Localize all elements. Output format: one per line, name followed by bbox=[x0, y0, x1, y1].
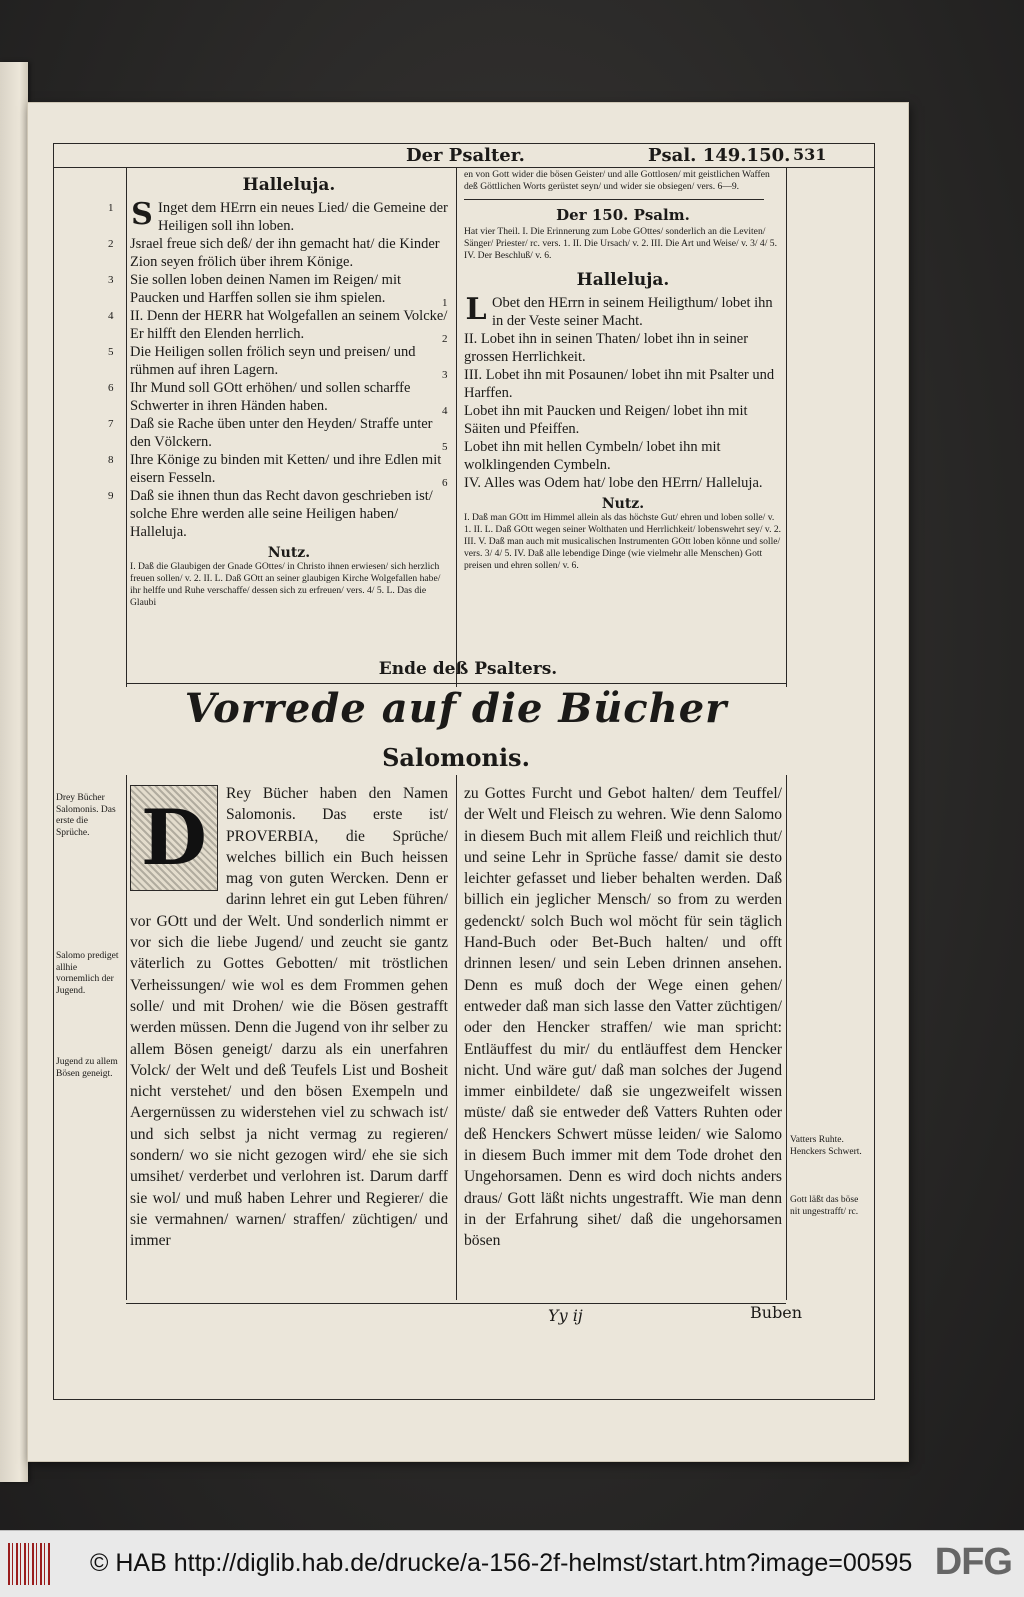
psalm149-verse-4: II. Denn der HERR hat Wolgefallen an seinem Volcke/ Er hilfft den Elenden herrlich. bbox=[130, 308, 448, 342]
hab-barcode-icon bbox=[8, 1543, 50, 1585]
ornate-initial-d: D bbox=[130, 785, 218, 891]
signature-mark: Yy ij bbox=[548, 1306, 583, 1325]
end-of-psalter: Ende deß Psalters. bbox=[378, 659, 558, 679]
margin-note-jugend: Salomo prediget allhie vornemlich der Jugend. bbox=[56, 951, 119, 996]
left-halleluja-heading: Halleluja. bbox=[242, 175, 336, 195]
right-halleluja-heading: Halleluja. bbox=[576, 270, 670, 290]
psalm149-verse-1: Inget dem HErrn ein neues Lied/ die Gemeine der Heiligen soll ihn loben. bbox=[158, 200, 448, 234]
previous-page-edge bbox=[0, 62, 28, 1482]
psalm149-verse-9: Daß sie ihnen thun das Recht davon geschrieben ist/ solche Ehre werden alle seine Heiligen haben/ Halleluja. bbox=[130, 488, 433, 540]
psalm150-verse-4: Lobet ihn mit Paucken und Reigen/ lobet ihn mit Säiten und Pfeiffen. bbox=[464, 403, 748, 437]
catchword: Buben bbox=[750, 1303, 803, 1322]
footer-credit-url[interactable]: © HAB http://diglib.hab.de/drucke/a-156-2f-helmst/start.htm?image=00595 bbox=[90, 1549, 913, 1577]
center-column-rule bbox=[456, 167, 457, 687]
psalm150-heading: Der 150. Psalm. bbox=[556, 206, 690, 224]
right-psalm-column: en von Gott wider die bösen Geister/ und alle Gottlosen/ mit geistlichen Waffen deß Göttlichen Worts gerüstet seyn/ und wider sie obsiegen/ vers. 6—9. Der 150. Psalm. Hat vier Theil. I. Die Erinnerung zum Lobe GOttes/ sonderlich an die Leviten/ Sänger/ Priester/ rc. vers. 1. II. Die Ursach/ v. 2. III. Die Art und Weise/ v. 3/ 4/ 5. IV. Der Beschluß/ v. 6. Halleluja. 1 L Obet den HErrn in seinem Heiligthum/ lobet ihn in der Veste seiner Macht. 2 II. Lobet ihn in seinen Thaten/ lobet ihn in seiner grossen Herrlichkeit. 3 III. Lobet ihn mit Posaunen/ lobet ihn mit Psalter und Harffen. 4 Lobet ihn mit Paucken und Reigen/ lobet ihn mit Säiten und Pfeiffen. 5 Lobet ihn mit hellen Cymbeln/ lobet ihn mit wolklingenden Cymbeln. 6 IV. Alles was Odem hat/ lobe den HErrn/ Halleluja. Nutz. I. Daß man GOtt im Himmel allein als das höchste Gut/ ehren und loben solle/ v. 1. II. L. Daß GOtt wegen seiner Wolthaten und Herrlichkeit/ lobenswehrt sey/ v. 2. III. V. Daß man auch mit musicalischen Instrumenten GOtt loben könne und solle/ vers. 3/ 4/ 5. IV. Daß alle lebendige Dinge (wie vielmehr alle Menschen) Gott preisen und ehren sollen/ v. 6. bbox=[442, 169, 782, 571]
left-nutz-heading: Nutz. bbox=[267, 545, 311, 561]
psalm149-verse-5: Die Heiligen sollen frölich seyn und preisen/ und rühmen auf ihren Lagern. bbox=[130, 344, 416, 378]
right-nutz-text: I. Daß man GOtt im Himmel allein als das höchste Gut/ ehren und loben solle/ v. 1. II. L. Daß GOtt wegen seiner Wolthaten und Herrlichkeit/ lobenswehrt sey/ v. 2. III. V. Daß man auch mit musicalischen Instrumenten GOtt loben könne und solle/ vers. 3/ 4/ 5. IV. Daß alle lebendige Dinge (wie vielmehr alle Menschen) Gott preisen und ehren sollen/ v. 6. bbox=[464, 512, 782, 571]
preface-right-text: zu Gottes Furcht und Gebot halten/ dem Teuffel/ der Welt und Fleisch zu wehren. Wie denn Salomo in diesem Buch mit allem Fleiß und reichlich thut/ und seine Lehr in Sprüche fasse/ damit sie desto leichter gefasset und lieber behalten werden. Daß billich ein jeglicher Mensch/ so from zu werden gedenckt/ solch Buch wol möcht für sein täglich Hand-Buch oder Bet-Buch halten/ und offt drinnen lesen/ und sein Leben drinnen ansehen. Denn es muß doch der Wege einen gehen/ entweder daß man sich lasse den Vatter züchtigen/ oder den Hencker straffen/ wie man spricht: Entläuffest du mir/ du entläuffest dem Hencker nicht. Und wäre gut/ daß man solches der Jugend immer einbildete/ daß sie ungezweifelt wissen müste/ daß sie entweder deß Vatters Ruhten oder deß Henckers Schwert müsse leiden/ wie Salomo in diesem Buch immer mit dem Tode drohet den Ungehorsamen. Denn es wird doch nichts anders draus/ Gott läßt nichts ungestrafft. Wie man denn in der Erfahrung sihet/ daß die ungehorsamen bösen bbox=[464, 785, 782, 1250]
psalm150-verse-3: III. Lobet ihn mit Posaunen/ lobet ihn mit Psalter und Harffen. bbox=[464, 367, 775, 401]
running-head-psalms: Psal. 149.150. bbox=[648, 145, 791, 166]
psalm149-verse-8: Ihre Könige zu binden mit Ketten/ und ihre Edlen mit eisern Fesseln. bbox=[130, 452, 442, 486]
page-number: 531 bbox=[793, 145, 827, 164]
psalm150-summary: Hat vier Theil. I. Die Erinnerung zum Lobe GOttes/ sonderlich an die Leviten/ Sänger/ Priester/ rc. vers. 1. II. Die Ursach/ v. 2. III. Die Art und Weise/ v. 3/ 4/ 5. IV. Der Beschluß/ v. 6. bbox=[464, 226, 777, 261]
preface-subtitle: Salomonis. bbox=[382, 743, 530, 772]
drop-initial-l: L bbox=[465, 292, 487, 327]
preface-title: Vorrede auf die Bücher bbox=[184, 685, 728, 732]
margin-note-gott-laesst: Gott läßt das böse nit ungestrafft/ rc. bbox=[790, 1195, 859, 1217]
psalm149-verse-2: Jsrael freue sich deß/ der ihn gemacht hat/ die Kinder Zion seyen frölich über ihrem Könige. bbox=[130, 236, 440, 270]
dfg-logo: DFG bbox=[934, 1541, 1012, 1583]
psalm149-verse-7: Daß sie Rache üben unter den Heyden/ Straffe unter den Völckern. bbox=[130, 416, 433, 450]
bottom-rule bbox=[126, 1303, 786, 1304]
viewer-footer bbox=[0, 1530, 1024, 1597]
left-margin-rule bbox=[126, 167, 127, 687]
preface-right-margin-rule bbox=[786, 775, 787, 1300]
preface-top-rule bbox=[126, 683, 786, 684]
preface-left-column bbox=[130, 783, 448, 1252]
psalm149-verse-6: Ihr Mund soll GOtt erhöhen/ und sollen scharffe Schwerter in ihren Händen haben. bbox=[130, 380, 411, 414]
psalm150-verse-5: Lobet ihn mit hellen Cymbeln/ lobet ihn mit wolklingenden Cymbeln. bbox=[464, 439, 721, 473]
psalm150-verse-6: IV. Alles was Odem hat/ lobe den HErrn/ Halleluja. bbox=[464, 475, 763, 491]
left-nutz-text: I. Daß die Glaubigen der Gnade GOttes/ in Christo ihnen erwiesen/ sich herzlich freuen sollen/ v. 2. II. L. Daß GOtt an seiner glaubigen Kirche Wolgefallen habe/ ihr helffe und Ruhe verschaffe/ dessen sich zu erfreuen/ vers. 4/ 5. L. Das die Glaubi bbox=[130, 561, 441, 608]
head-rule bbox=[53, 167, 875, 168]
preface-left-text: Rey Bücher haben den Namen Salomonis. Das erste ist/ PROVERBIA, die Sprüche/ welches billich ein Buch heissen mag von guten Wercken. Denn er darinn lehret ein gut Leben führen/ vor GOtt und der Welt. Und sonderlich nimmt er vor sich die liebe Jugend/ und zeucht sie gantz väterlich zu Gottes Gebotten/ mit tröstlichen Verheissungen/ wie wol es dem Frommen gehen solle/ und mit Drohen/ wie die Bösen gestrafft werden müssen. Denn die Jugend von ihr selber zu allem Bösen geneigt/ darzu als ein unerfahren Volck/ der Welt und deß Teufels List und Bosheit nicht verstehet/ und den bösen Exempeln und Aergernüssen zu widerstehen viel zu schwach ist/ und sich selbst ja nicht vermag zu regieren/ sondern/ wo sie nicht gezogen wird/ ehe sie sich umsihet/ verderbet und verlohren ist. Darum darff sie wol/ und muß haben Lehrer und Regierer/ die sie vermahnen/ warnen/ straffen/ züchtigen/ und immer bbox=[130, 785, 448, 1250]
margin-note-boesen: Jugend zu allem Bösen geneigt. bbox=[56, 1057, 118, 1079]
psalm149-continuation: en von Gott wider die bösen Geister/ und alle Gottlosen/ mit geistlichen Waffen deß Göttlichen Worts gerüstet seyn/ und wider sie obsiegen/ vers. 6—9. bbox=[464, 169, 770, 192]
psalm150-verse-1: Obet den HErrn in seinem Heiligthum/ lobet ihn in der Veste seiner Macht. bbox=[492, 295, 773, 329]
right-nutz-heading: Nutz. bbox=[601, 496, 645, 512]
psalm149-verse-3: Sie sollen loben deinen Namen im Reigen/ mit Paucken und Harffen sollen sie ihm spielen. bbox=[130, 272, 402, 306]
psalm150-verse-2: II. Lobet ihn in seinen Thaten/ lobet ihn in seiner grossen Herrlichkeit. bbox=[464, 331, 749, 365]
psalm-separator-rule bbox=[464, 199, 764, 200]
margin-note-vatters-ruhte: Vatters Ruhte. Henckers Schwert. bbox=[790, 1135, 862, 1157]
margin-note-drey-buecher: Drey Bücher Salomonis. Das erste die Sprüche. bbox=[56, 793, 116, 838]
book-page bbox=[28, 103, 908, 1461]
drop-initial-s: S bbox=[131, 197, 153, 232]
preface-center-rule bbox=[456, 775, 457, 1300]
preface-left-margin-rule bbox=[126, 775, 127, 1300]
preface-right-column bbox=[464, 783, 782, 1252]
left-psalm-column: Halleluja. 1 S Inget dem HErrn ein neues Lied/ die Gemeine der Heiligen soll ihn loben. 2 Jsrael freue sich deß/ der ihn gemacht hat/ die Kinder Zion seyen frölich über ihrem Könige. 3 Sie sollen loben deinen Namen im Reigen/ mit Paucken und Harffen sollen sie ihm spielen. 4 II. Denn der HERR hat Wolgefallen an seinem Volcke/ Er hilfft den Elenden herrlich. 5 Die Heiligen sollen frölich seyn und preisen/ und rühmen auf ihren Lagern. 6 Ihr Mund soll GOtt erhöhen/ und sollen scharffe Schwerter in ihren Händen haben. 7 Daß sie Rache üben unter den Heyden/ Straffe unter den Völckern. 8 Ihre Könige zu binden mit Ketten/ und ihre Edlen mit eisern Fesseln. 9 Daß sie ihnen thun das Recht davon geschrieben ist/ solche Ehre werden alle seine Heiligen haben/ Halleluja. Nutz. I. Daß die Glaubigen der Gnade GOttes/ in Christo ihnen erwiesen/ sich herzlich freuen sollen/ v. 2. II. L. Daß GOtt an seiner glaubigen Kirche Wolgefallen habe/ ihr helffe und Ruhe verschaffe/ dessen sich zu erfreuen/ vers. 4/ 5. L. Das die Glaubi bbox=[108, 175, 448, 608]
running-head-title: Der Psalter. bbox=[406, 145, 525, 166]
right-margin-rule bbox=[786, 167, 787, 687]
